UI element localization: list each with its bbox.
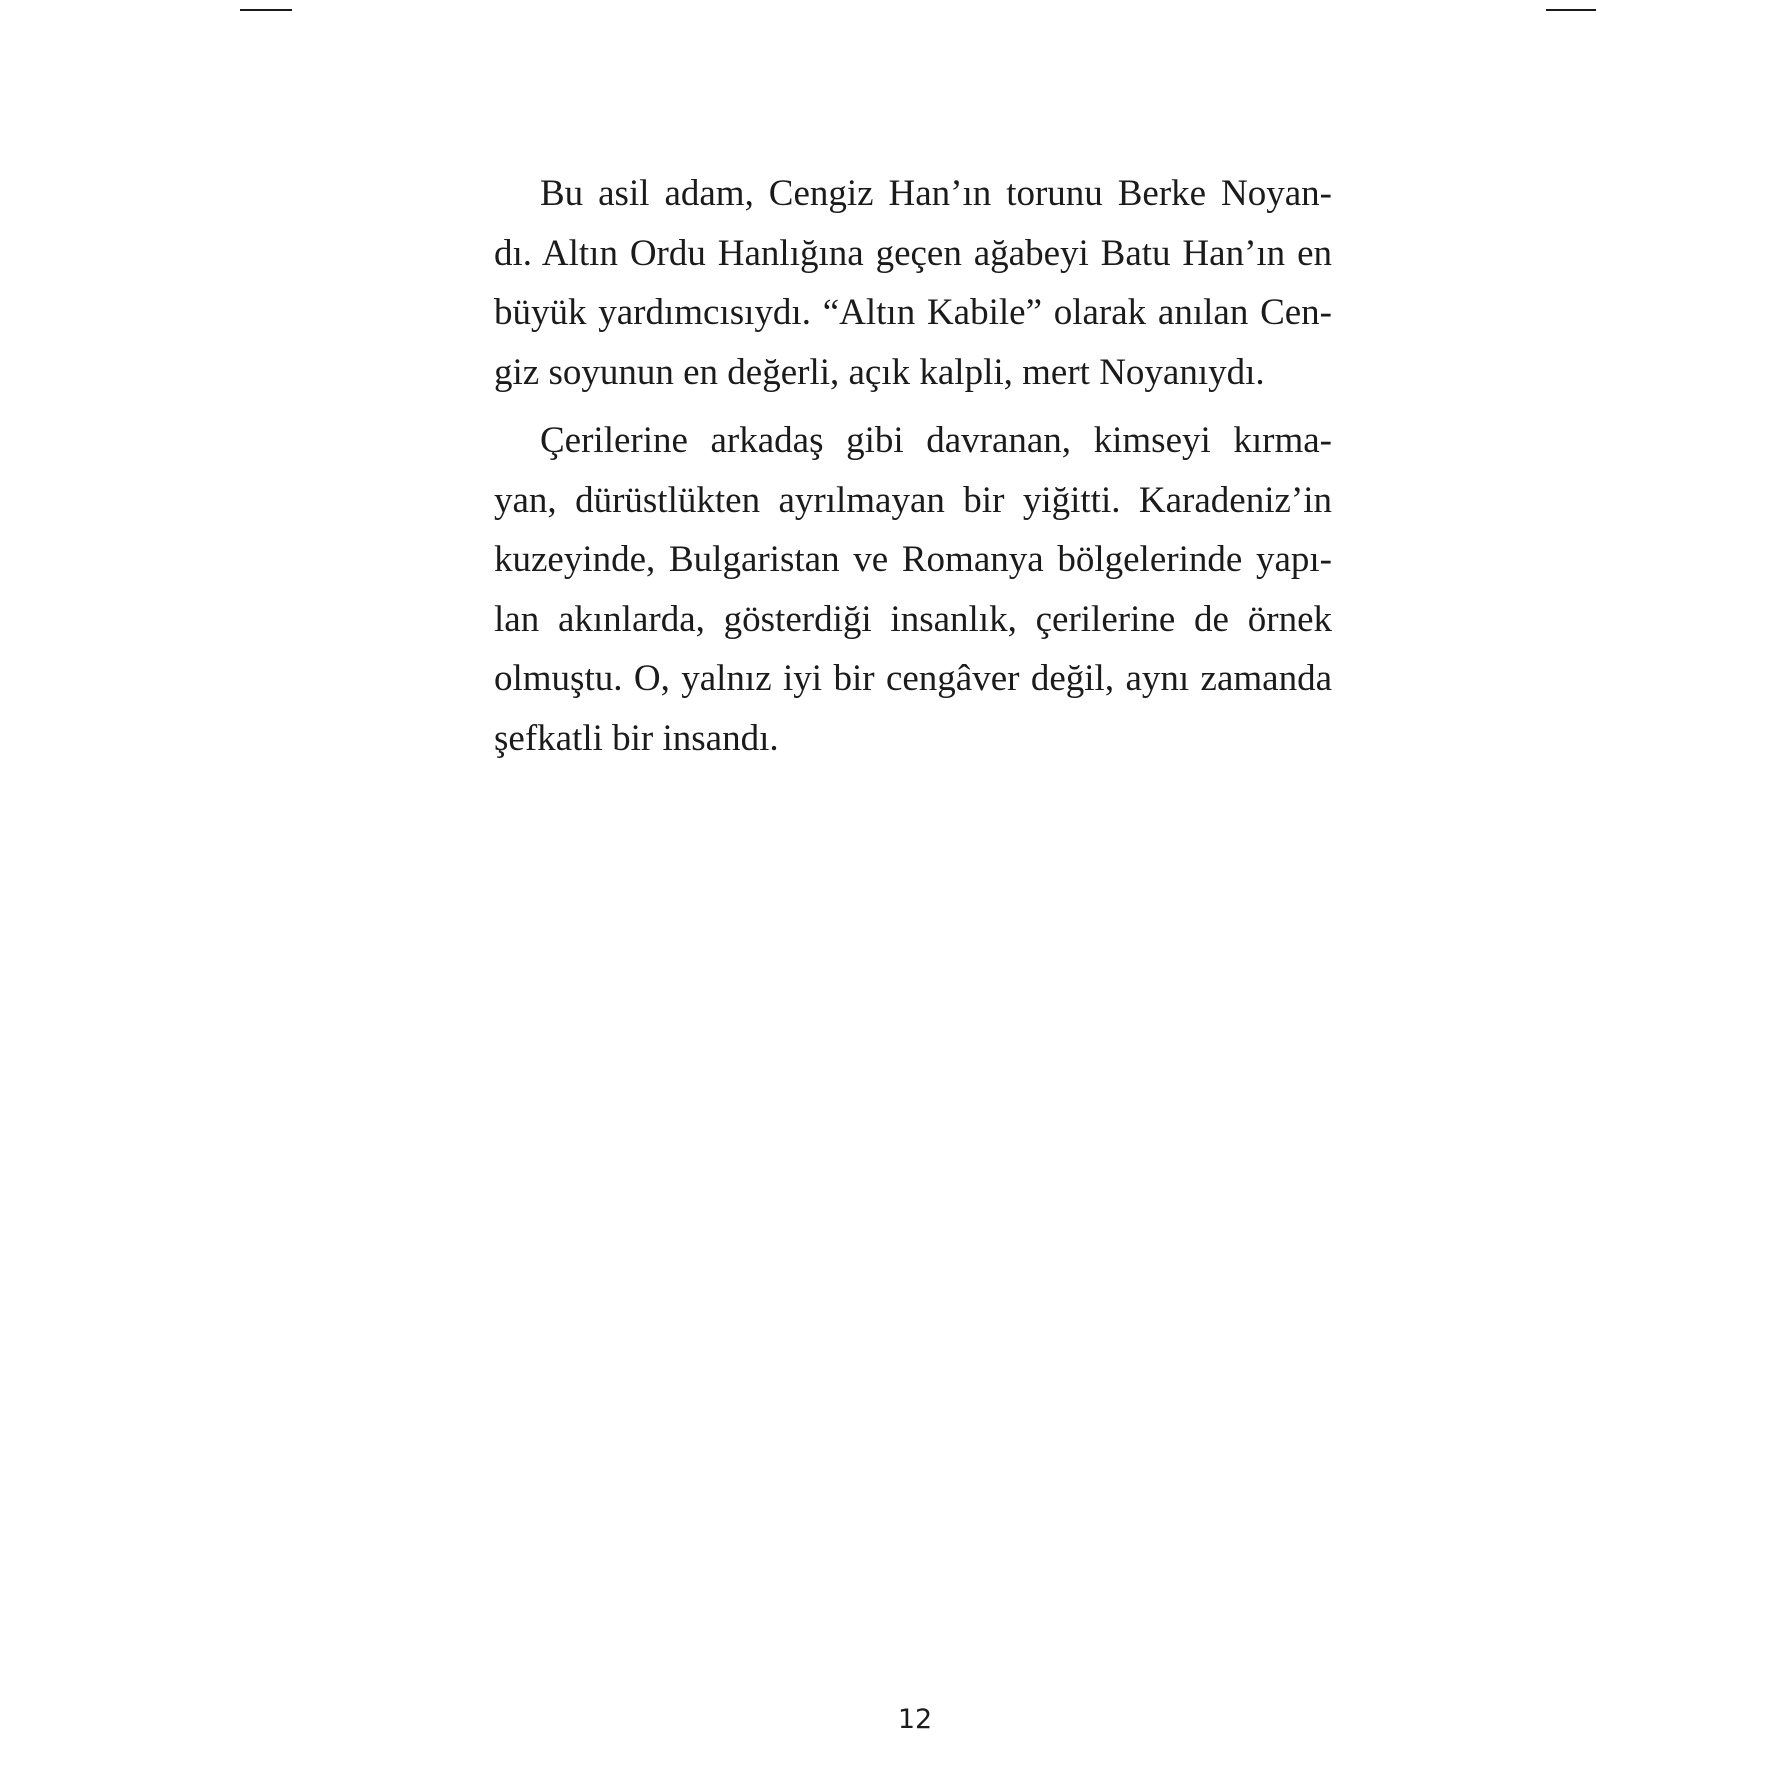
text-line: olmuştu. O, yalnız iyi bir cengâver değil, aynı zamanda [494, 658, 1332, 699]
text-line: Çerilerine arkadaş gibi davranan, kimseyi kırma- [540, 420, 1332, 461]
text-line: dı. Altın Ordu Hanlığına geçen ağabeyi Batu Han’ın en [494, 232, 1332, 274]
body-text [494, 164, 1332, 768]
paragraph [494, 164, 1332, 402]
text-line: şefkatli bir insandı. [494, 717, 779, 759]
text-line: kuzeyinde, Bulgaristan ve Romanya bölgelerinde yapı- [494, 539, 1332, 580]
crop-mark-right [1546, 9, 1596, 11]
crop-mark-left [240, 9, 292, 11]
text-line: büyük yardımcısıydı. “Altın Kabile” olarak anılan Cen- [494, 292, 1332, 333]
paragraph [494, 411, 1332, 768]
page-number: 12 [897, 1704, 933, 1735]
text-line: lan akınlarda, gösterdiği insanlık, çerilerine de örnek [494, 598, 1332, 640]
paragraph-gap [494, 402, 1332, 411]
text-line: yan, dürüstlükten ayrılmayan bir yiğitti. Karadeniz’in [494, 479, 1332, 521]
text-line: giz soyunun en değerli, açık kalpli, mert Noyanıydı. [494, 351, 1265, 393]
text-line: Bu asil adam, Cengiz Han’ın torunu Berke Noyan- [540, 173, 1332, 214]
